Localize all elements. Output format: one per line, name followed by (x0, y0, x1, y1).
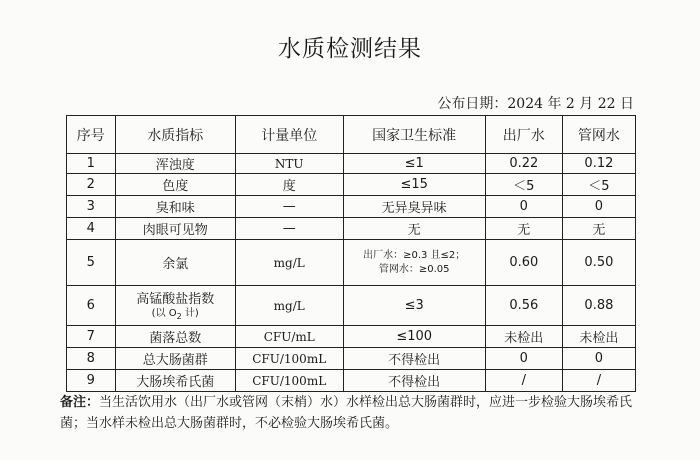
row-network-value: 0.12 (562, 154, 635, 174)
row-standard: 不得检出 (343, 370, 485, 392)
row-no: 1 (67, 154, 116, 174)
table-header-row (67, 116, 636, 154)
row-no: 6 (67, 286, 116, 326)
row-standard: 无异臭异味 (343, 196, 485, 218)
row-standard: 不得检出 (343, 348, 485, 370)
indicator-name: 高锰酸盐指数 (136, 291, 215, 307)
row-plant-value: 未检出 (485, 326, 562, 348)
col-header-plant-water: 出厂水 (485, 116, 562, 154)
col-header-network-water: 管网水 (562, 116, 635, 154)
row-network-value: ＜5 (562, 174, 635, 196)
row-standard (343, 240, 485, 286)
row-network-value: / (562, 370, 635, 392)
row-unit: NTU (235, 154, 343, 174)
row-plant-value: 0.60 (485, 240, 562, 286)
standard-line-plant: 出厂水：≥0.3 且≤2； (363, 249, 466, 261)
footnote (60, 392, 640, 434)
col-header-no: 序号 (67, 116, 116, 154)
row-plant-value: / (485, 370, 562, 392)
table-row (67, 154, 636, 174)
row-unit: CFU/mL (235, 326, 343, 348)
publish-date: 公布日期：2024 年 2 月 22 日 (437, 96, 634, 112)
row-unit: CFU/100mL (235, 348, 343, 370)
col-header-indicator: 水质指标 (115, 116, 235, 154)
row-no: 7 (67, 326, 116, 348)
row-no: 4 (67, 218, 116, 240)
row-standard: ≤15 (343, 174, 485, 196)
row-indicator: 余氯 (115, 240, 235, 286)
row-plant-value: 0 (485, 348, 562, 370)
footnote-label: 备注： (60, 395, 100, 410)
row-standard: ≤3 (343, 286, 485, 326)
row-indicator: 大肠埃希氏菌 (115, 370, 235, 392)
row-standard: 无 (343, 218, 485, 240)
row-plant-value: 0.56 (485, 286, 562, 326)
table-row (67, 174, 636, 196)
row-no: 9 (67, 370, 116, 392)
indicator-note: (以 $O_2$ 计) (151, 307, 199, 321)
row-unit: — (235, 196, 343, 218)
row-network-value: 0.50 (562, 240, 635, 286)
row-no: 2 (67, 174, 116, 196)
table-row (67, 326, 636, 348)
row-indicator: 色度 (115, 174, 235, 196)
row-network-value: 无 (562, 218, 635, 240)
table-row (67, 348, 636, 370)
row-standard: ≤1 (343, 154, 485, 174)
row-indicator: 总大肠菌群 (115, 348, 235, 370)
row-unit: CFU/100mL (235, 370, 343, 392)
table-row (67, 370, 636, 392)
row-indicator: 浑浊度 (115, 154, 235, 174)
row-unit: 度 (235, 174, 343, 196)
table-row (67, 196, 636, 218)
row-plant-value: ＜5 (485, 174, 562, 196)
col-header-unit: 计量单位 (235, 116, 343, 154)
table-row (67, 286, 636, 326)
page-title: 水质检测结果 (278, 36, 422, 62)
standard-line-network: 管网水：≥0.05 (378, 263, 450, 275)
row-plant-value: 无 (485, 218, 562, 240)
row-no: 3 (67, 196, 116, 218)
row-no: 5 (67, 240, 116, 286)
row-unit: mg/L (235, 240, 343, 286)
row-indicator: 菌落总数 (115, 326, 235, 348)
table-row (67, 218, 636, 240)
row-unit: — (235, 218, 343, 240)
row-network-value: 0 (562, 348, 635, 370)
footnote-text: 当生活饮用水（出厂水或管网（末梢）水）水样检出总大肠菌群时，应进一步检验大肠埃希氏菌；当水样未检出总大肠菌群时，不必检验大肠埃希氏菌。 (60, 395, 633, 431)
row-no: 8 (67, 348, 116, 370)
row-network-value: 0.88 (562, 286, 635, 326)
row-indicator: 肉眼可见物 (115, 218, 235, 240)
row-plant-value: 0.22 (485, 154, 562, 174)
row-standard: ≤100 (343, 326, 485, 348)
table-row (67, 240, 636, 286)
row-network-value: 未检出 (562, 326, 635, 348)
row-network-value: 0 (562, 196, 635, 218)
row-indicator: 臭和味 (115, 196, 235, 218)
row-unit: mg/L (235, 286, 343, 326)
results-table (66, 115, 636, 392)
row-indicator (115, 286, 235, 326)
col-header-standard: 国家卫生标准 (343, 116, 485, 154)
row-plant-value: 0 (485, 196, 562, 218)
